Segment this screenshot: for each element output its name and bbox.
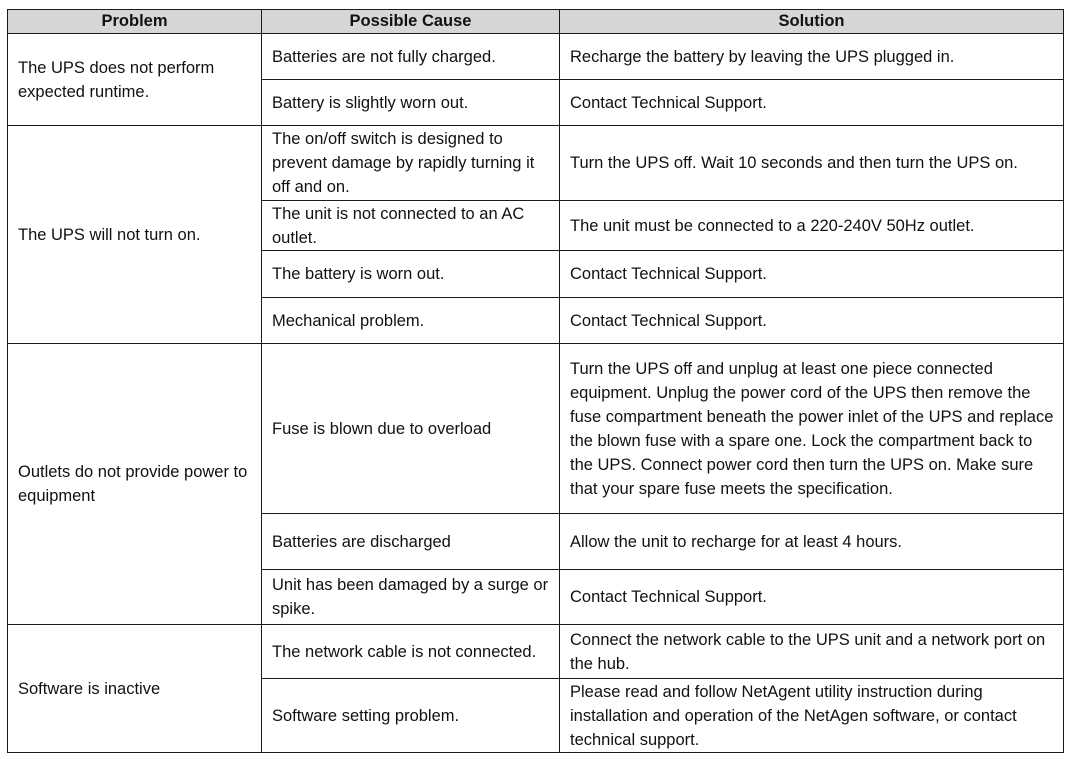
solution-cell: The unit must be connected to a 220-240V 50Hz outlet. (560, 201, 1064, 251)
header-problem: Problem (8, 10, 262, 34)
cause-cell: Batteries are discharged (262, 514, 560, 570)
problem-cell: Outlets do not provide power to equipment (8, 344, 262, 625)
solution-cell: Please read and follow NetAgent utility instruction during installation and operation of the NetAgen software, or contact technical support. (560, 679, 1064, 753)
solution-cell: Contact Technical Support. (560, 298, 1064, 344)
table-row (8, 344, 1064, 514)
table-row (8, 34, 1064, 80)
header-solution: Solution (560, 10, 1064, 34)
cause-cell: Software setting problem. (262, 679, 560, 753)
cause-cell: The network cable is not connected. (262, 625, 560, 679)
cause-cell: Batteries are not fully charged. (262, 34, 560, 80)
table-row (8, 625, 1064, 679)
cause-cell: Battery is slightly worn out. (262, 80, 560, 126)
cause-cell: The battery is worn out. (262, 251, 560, 298)
solution-cell: Allow the unit to recharge for at least 4 hours. (560, 514, 1064, 570)
solution-cell: Contact Technical Support. (560, 80, 1064, 126)
problem-cell: The UPS will not turn on. (8, 126, 262, 344)
cause-cell: Mechanical problem. (262, 298, 560, 344)
solution-cell: Contact Technical Support. (560, 570, 1064, 625)
solution-cell: Contact Technical Support. (560, 251, 1064, 298)
cause-cell: The on/off switch is designed to prevent damage by rapidly turning it off and on. (262, 126, 560, 201)
problem-cell: Software is inactive (8, 625, 262, 753)
troubleshooting-table (7, 9, 1064, 753)
cause-cell: Unit has been damaged by a surge or spike. (262, 570, 560, 625)
solution-cell: Turn the UPS off and unplug at least one piece connected equipment. Unplug the power cord of the UPS then remove the fuse compartment beneath the power inlet of the UPS and replace the blown fuse with a spare one. Lock the compartment back to the UPS. Connect power cord then turn the UPS on. Make sure that your spare fuse meets the specification. (560, 344, 1064, 514)
solution-cell: Recharge the battery by leaving the UPS plugged in. (560, 34, 1064, 80)
solution-cell: Connect the network cable to the UPS unit and a network port on the hub. (560, 625, 1064, 679)
header-possible-cause: Possible Cause (262, 10, 560, 34)
problem-cell: The UPS does not perform expected runtime. (8, 34, 262, 126)
cause-cell: The unit is not connected to an AC outlet. (262, 201, 560, 251)
cause-cell: Fuse is blown due to overload (262, 344, 560, 514)
solution-cell: Turn the UPS off. Wait 10 seconds and then turn the UPS on. (560, 126, 1064, 201)
header-row (8, 10, 1064, 34)
table-row (8, 126, 1064, 201)
